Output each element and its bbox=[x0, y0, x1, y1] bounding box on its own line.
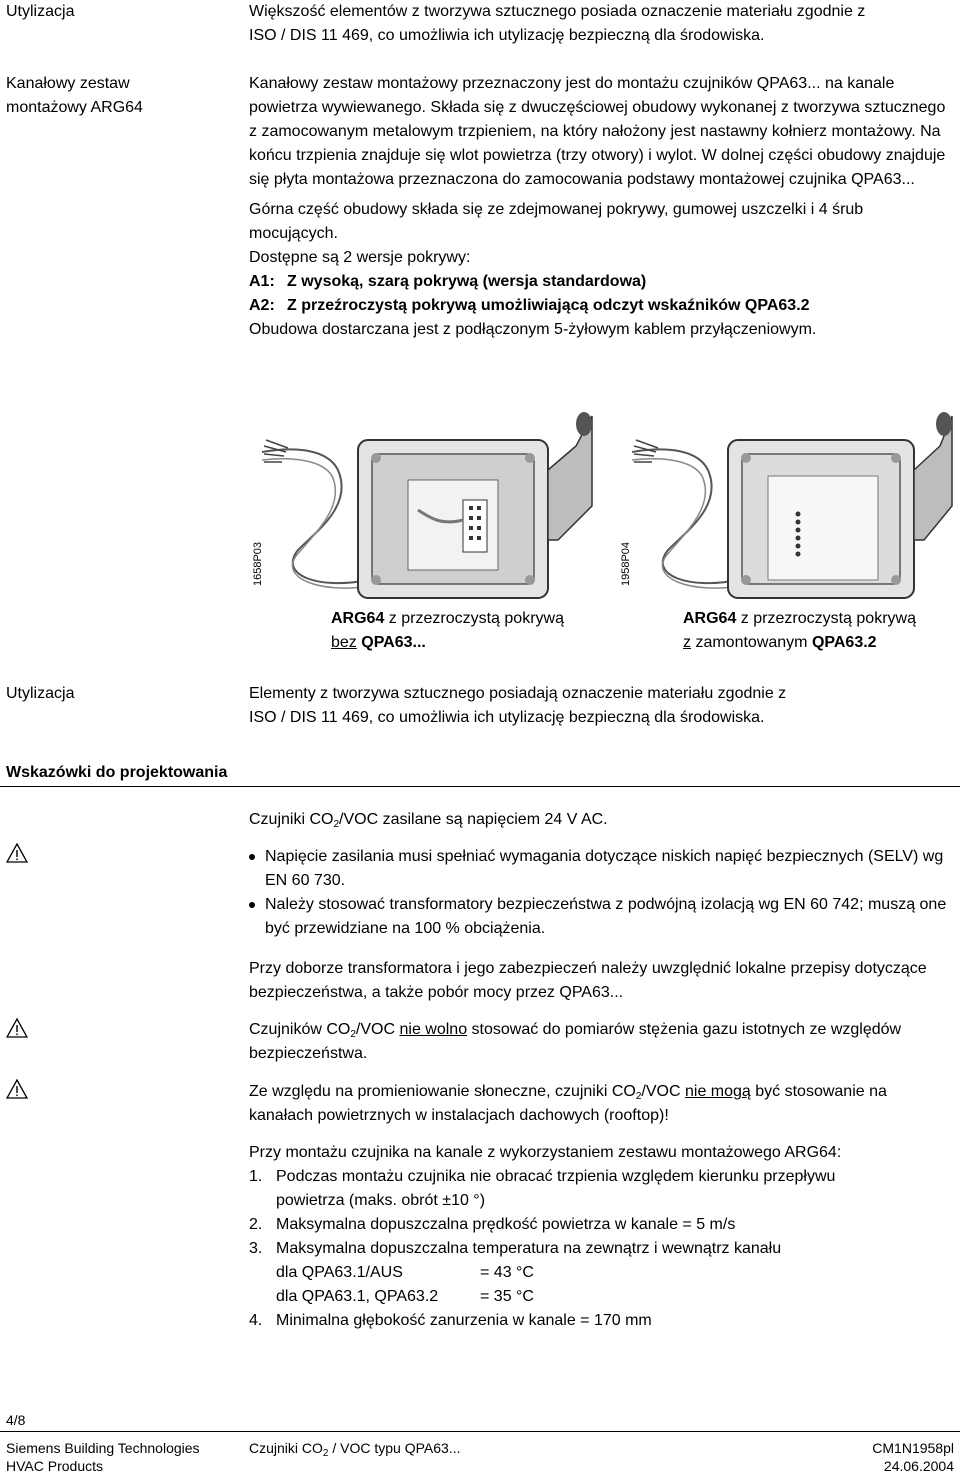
arg64-label-line-1: Kanałowy zestaw bbox=[6, 75, 130, 92]
footer-doc-a: Czujniki CO bbox=[249, 1440, 323, 1456]
version-a1 bbox=[249, 270, 954, 294]
arg64-label-line-2: montażowy ARG64 bbox=[6, 99, 143, 116]
caption-2-model: ARG64 bbox=[683, 610, 737, 627]
footer-company: Siemens Building Technologies bbox=[6, 1440, 200, 1456]
list-item bbox=[249, 1165, 954, 1213]
caption-2-text-2: zamontowanym bbox=[691, 634, 812, 651]
caption-1-sensor: QPA63... bbox=[356, 634, 426, 651]
warning-icon bbox=[6, 843, 28, 863]
temp-row-1-value: = 43 °C bbox=[480, 1264, 534, 1281]
step-number: 2. bbox=[249, 1216, 263, 1233]
footer-division: HVAC Products bbox=[6, 1458, 103, 1474]
warning-icon bbox=[6, 1018, 28, 1038]
rooftop-warning-b: /VOC bbox=[641, 1083, 685, 1100]
version-a2 bbox=[249, 294, 954, 318]
mounting-steps bbox=[249, 1165, 954, 1333]
caption-2-line-1 bbox=[683, 607, 958, 631]
caption-2-underlined: z bbox=[683, 634, 691, 651]
step-1-line-2: powietrza (maks. obrót ±10 °) bbox=[276, 1192, 486, 1209]
footer-doc-meta bbox=[872, 1439, 954, 1475]
rooftop-warning-c: być stosowanie na kanałach powietrznych w instalacjach dachowych (rooftop)! bbox=[249, 1083, 887, 1124]
mounting-instructions bbox=[249, 1141, 954, 1333]
step-3-text: Maksymalna dopuszczalna temperatura na zewnątrz i wewnątrz kanału bbox=[276, 1240, 782, 1257]
list-item: Należy stosować transformatory bezpieczeństwa z podwójną izolacją wg EN 60 742; muszą one być przewidziane na 100 % obciążenia. bbox=[249, 893, 954, 941]
disposal-line-1: Większość elementów z tworzywa sztucznego posiada oznaczenie materiału zgodnie z bbox=[249, 3, 866, 20]
figure-code-2: 1958P04 bbox=[620, 541, 632, 586]
version-a2-key: A2: bbox=[249, 297, 275, 314]
co2-subscript: 2 bbox=[333, 819, 340, 830]
arg64-description bbox=[249, 72, 954, 342]
footer-rule bbox=[0, 1431, 960, 1432]
disposal-text bbox=[249, 0, 954, 48]
arg64-housing-open-image bbox=[258, 410, 594, 600]
caption-2-line-2 bbox=[683, 631, 958, 655]
footer-company-block bbox=[6, 1439, 200, 1475]
step-4-text: Minimalna głębokość zanurzenia w kanale = 170 mm bbox=[276, 1312, 652, 1329]
figure-caption-1 bbox=[331, 607, 621, 655]
caption-1-model: ARG64 bbox=[331, 610, 385, 627]
safety-bullet-list bbox=[249, 845, 954, 941]
supply-voltage-note bbox=[249, 808, 954, 832]
supply-voltage-text bbox=[249, 808, 954, 832]
co2-subscript: 2 bbox=[350, 1029, 356, 1040]
disposal-line-2: ISO / DIS 11 469, co umożliwia ich utylizację bezpieczną dla środowiska. bbox=[249, 27, 765, 44]
temp-row-2 bbox=[276, 1285, 954, 1309]
disposal-2-line-2: ISO / DIS 11 469, co umożliwia ich utylizację bezpieczną dla środowiska. bbox=[249, 709, 765, 726]
gas-warning-b: /VOC bbox=[355, 1021, 400, 1038]
list-item: Napięcie zasilania musi spełniać wymagania dotyczące niskich napięć bezpiecznych (SELV) wg EN 60 730. bbox=[249, 845, 954, 893]
gas-warning-c: stosować do pomiarów stężenia gazu istotnych ze względów bezpieczeństwa. bbox=[249, 1021, 902, 1062]
arg64-housing-closed-image bbox=[628, 410, 954, 600]
caption-1-line-1 bbox=[331, 607, 621, 631]
step-2-text: Maksymalna dopuszczalna prędkość powietrza w kanale = 5 m/s bbox=[276, 1216, 736, 1233]
footer-doc-b: / VOC typu QPA63... bbox=[328, 1440, 461, 1456]
temp-row-1 bbox=[276, 1261, 954, 1285]
step-1-line-1: Podczas montażu czujnika nie obracać trzpienia względem kierunku przepływu bbox=[276, 1168, 836, 1185]
version-a2-value: Z przeźroczystą pokrywą umożliwiającą odczyt wskaźników QPA63.2 bbox=[287, 297, 810, 314]
section-label-disposal: Utylizacja bbox=[6, 3, 75, 20]
arg64-paragraph-4: Obudowa dostarczana jest z podłączonym 5-żyłowym kablem przyłączeniowym. bbox=[249, 321, 817, 338]
version-a1-value: Z wysoką, szarą pokrywą (wersja standardowa) bbox=[287, 273, 647, 290]
co2-subscript: 2 bbox=[635, 1091, 642, 1102]
figure-caption-2 bbox=[683, 607, 958, 655]
temp-row-2-value: = 35 °C bbox=[480, 1288, 534, 1305]
temp-row-1-model: dla QPA63.1/AUS bbox=[276, 1264, 403, 1281]
arg64-paragraph-3: Dostępne są 2 wersje pokrywy: bbox=[249, 249, 471, 266]
version-a1-key: A1: bbox=[249, 273, 275, 290]
safety-bullets bbox=[249, 845, 954, 941]
arg64-paragraph-1: Kanałowy zestaw montażowy przeznaczony jest do montażu czujników QPA63... na kanale powietrza wywiewanego. Składa się z dwuczęściowej obudowy wykonanej z tworzywa sztucznego z zamocowanym metalowym trzpieniem, na który nałożony jest nastawny kołnierz montażowy. Na końcu trzpienia znajduje się wlot powietrza (trzy otwory) i wylot. W dolnej części obudowy znajduje się płyta montażowa przeznaczona do zamocowania podstawy montażowej czujnika QPA63... bbox=[249, 75, 946, 188]
supply-text-a: Czujniki CO bbox=[249, 811, 334, 828]
section-title: Wskazówki do projektowania bbox=[6, 764, 228, 781]
rooftop-warning-emphasis: nie mogą bbox=[684, 1083, 751, 1100]
temp-row-2-model: dla QPA63.1, QPA63.2 bbox=[276, 1288, 439, 1305]
list-item bbox=[249, 1309, 954, 1333]
footer-doc-code: CM1N1958pl bbox=[872, 1440, 954, 1456]
step-number: 4. bbox=[249, 1312, 263, 1329]
step-number: 1. bbox=[249, 1168, 263, 1185]
section-label-disposal-2: Utylizacja bbox=[6, 685, 75, 702]
caption-1-line-2 bbox=[331, 631, 621, 655]
arg64-paragraph-2: Górna część obudowy składa się ze zdejmowanej pokrywy, gumowej uszczelki i 4 śrub mocujących. bbox=[249, 201, 864, 242]
gas-warning-emphasis: nie wolno bbox=[399, 1021, 468, 1038]
gas-warning-note bbox=[249, 1018, 954, 1066]
disposal-text-2 bbox=[249, 682, 954, 730]
gas-warning-a: Czujników CO bbox=[249, 1021, 351, 1038]
caption-2-text: z przezroczystą pokrywą bbox=[736, 610, 916, 627]
rooftop-warning-note bbox=[249, 1080, 954, 1128]
list-item bbox=[249, 1213, 954, 1237]
caption-2-sensor: QPA63.2 bbox=[811, 634, 877, 651]
supply-text-b: /VOC zasilane są napięciem 24 V AC. bbox=[339, 811, 608, 828]
list-item bbox=[249, 1237, 954, 1309]
rooftop-warning-a: Ze względu na promieniowanie słoneczne, czujniki CO bbox=[249, 1083, 636, 1100]
warning-icon bbox=[6, 1079, 28, 1099]
section-label-arg64 bbox=[6, 72, 236, 120]
transformer-note: Przy doborze transformatora i jego zabezpieczeń należy uwzględnić lokalne przepisy dotyczące bezpieczeństwa, a także pobór mocy przez QPA63... bbox=[249, 960, 927, 1001]
mounting-intro: Przy montażu czujnika na kanale z wykorzystaniem zestawu montażowego ARG64: bbox=[249, 1144, 842, 1161]
figure-arg64-without-qpa63 bbox=[258, 410, 594, 600]
disposal-2-line-1: Elementy z tworzywa sztucznego posiadają oznaczenie materiału zgodnie z bbox=[249, 685, 787, 702]
step-number: 3. bbox=[249, 1240, 263, 1257]
figure-code-1: 1658P03 bbox=[252, 541, 264, 586]
caption-1-text: z przezroczystą pokrywą bbox=[384, 610, 564, 627]
footer-doc-date: 24.06.2004 bbox=[883, 1458, 954, 1474]
caption-1-underlined: bez bbox=[331, 634, 357, 651]
figure-arg64-with-qpa63 bbox=[628, 410, 954, 600]
co2-subscript: 2 bbox=[322, 1448, 329, 1459]
section-rule bbox=[0, 786, 960, 787]
footer-doc-title bbox=[249, 1439, 460, 1457]
page-number: 4/8 bbox=[6, 1412, 26, 1428]
